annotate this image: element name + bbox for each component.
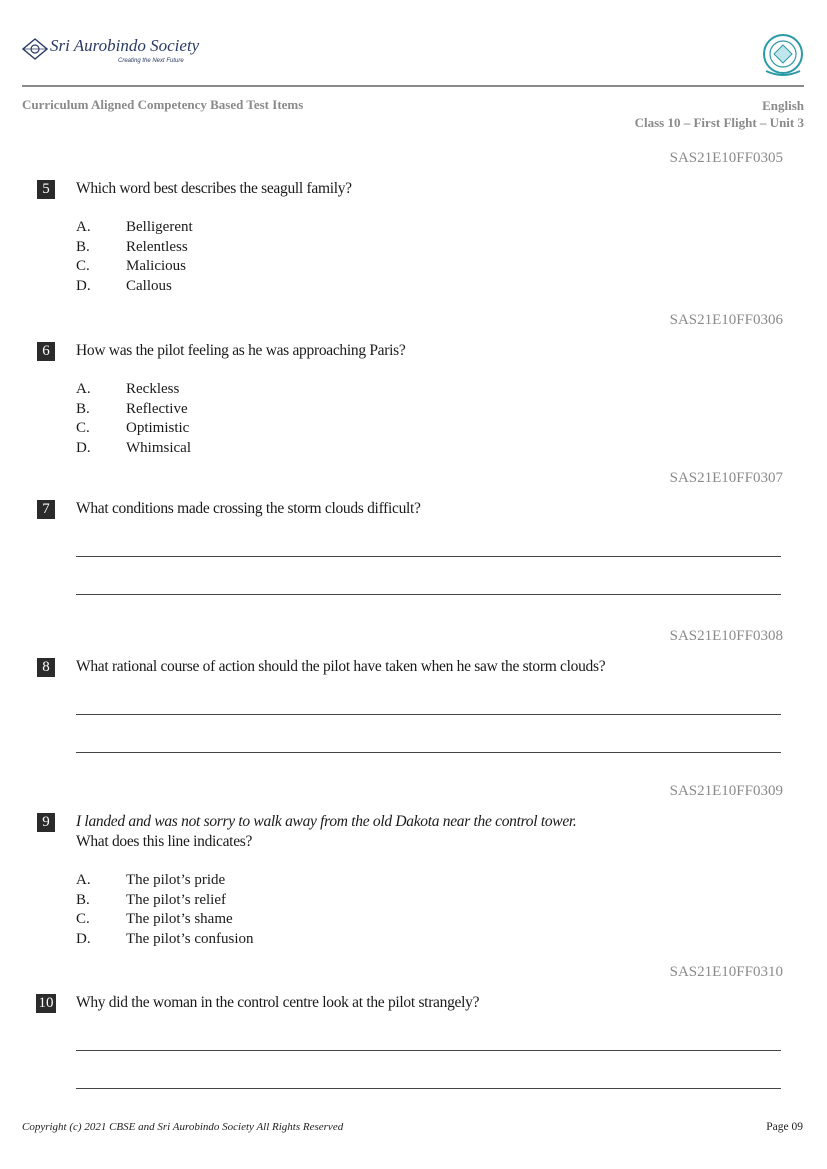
option-d: D. Whimsical (76, 440, 191, 457)
option-b: B. Relentless (76, 238, 188, 255)
options-list (76, 380, 191, 459)
options-list (76, 218, 193, 297)
answer-line[interactable] (76, 1088, 781, 1089)
society-emblem-icon (22, 38, 48, 60)
option-d: D. The pilot’s confusion (76, 931, 254, 948)
question-text: Which word best describes the seagull family? (76, 180, 352, 197)
option-a: A. The pilot’s pride (76, 872, 226, 888)
item-code: SAS21E10FF0305 (669, 150, 783, 166)
item-code: SAS21E10FF0310 (669, 964, 783, 980)
copyright-text: Copyright (c) 2021 CBSE and Sri Aurobindo Society All Rights Reserved (22, 1121, 344, 1133)
option-a: A. Belligerent (76, 219, 193, 235)
cbse-seal-icon (760, 33, 806, 79)
answer-line[interactable] (76, 556, 781, 557)
answer-line[interactable] (76, 752, 781, 753)
logo-tagline: Creating the Next Future (118, 58, 184, 64)
answer-line[interactable] (76, 594, 781, 595)
answer-line[interactable] (76, 1050, 781, 1051)
header-subject: English (762, 98, 804, 113)
page-number: Page 09 (766, 1121, 803, 1133)
question-text: What conditions made crossing the storm clouds difficult? (76, 500, 421, 517)
question-text: How was the pilot feeling as he was approaching Paris? (76, 342, 406, 359)
item-code: SAS21E10FF0308 (669, 628, 783, 644)
options-list (76, 871, 254, 950)
option-b: B. The pilot’s relief (76, 891, 226, 908)
option-c: C. Optimistic (76, 420, 190, 437)
answer-line[interactable] (76, 714, 781, 715)
question-number-badge: 9 (37, 813, 55, 832)
option-c: C. The pilot’s shame (76, 911, 233, 928)
question-text: What rational course of action should the pilot have taken when he saw the storm clouds? (76, 658, 606, 675)
question-quote: I landed and was not sorry to walk away from the old Dakota near the control tower. (76, 813, 577, 830)
question-number-badge: 6 (37, 342, 55, 361)
logo-text: Sri Aurobindo Society (50, 36, 200, 55)
header-subject-block (635, 97, 804, 131)
option-a: A. Reckless (76, 381, 180, 397)
option-c: C. Malicious (76, 258, 186, 275)
header-divider (22, 85, 804, 87)
question-number-badge: 5 (37, 180, 55, 199)
header-class-unit: Class 10 – First Flight – Unit 3 (634, 115, 804, 130)
sri-aurobindo-society-logo (22, 36, 200, 68)
question-text: Why did the woman in the control centre look at the pilot strangely? (76, 994, 480, 1011)
item-code: SAS21E10FF0307 (669, 470, 783, 486)
question-number-badge: 10 (36, 994, 56, 1013)
question-number-badge: 8 (37, 658, 55, 677)
header-title: Curriculum Aligned Competency Based Test Items (22, 97, 304, 112)
question-text: What does this line indicates? (76, 833, 253, 850)
item-code: SAS21E10FF0306 (669, 312, 783, 328)
item-code: SAS21E10FF0309 (669, 783, 783, 799)
question-number-badge: 7 (37, 500, 55, 519)
option-b: B. Reflective (76, 400, 188, 417)
option-d: D. Callous (76, 278, 172, 295)
